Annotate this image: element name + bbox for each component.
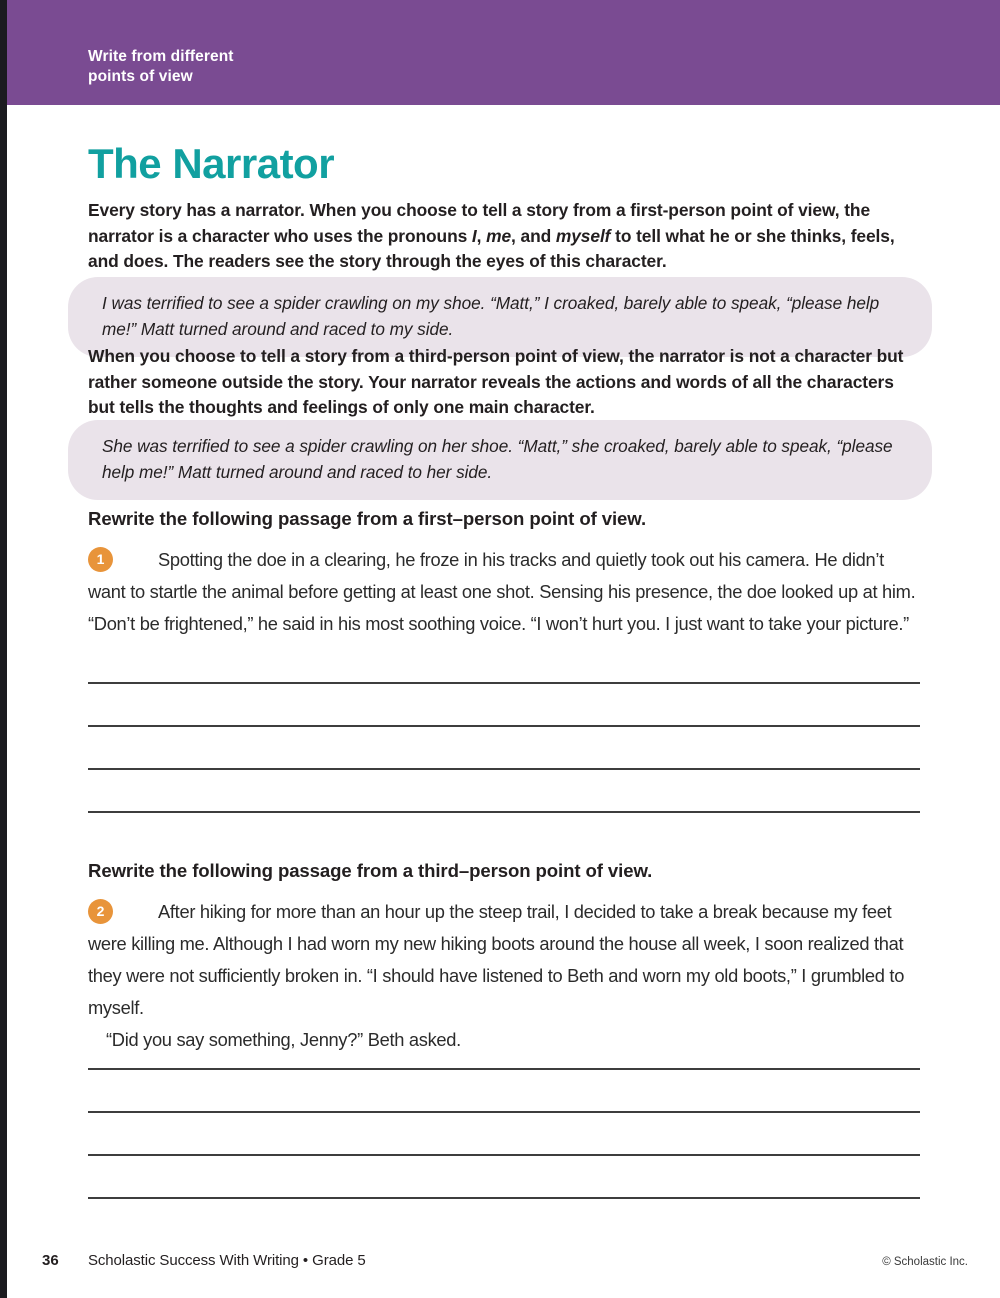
exercise-2-answer-lines[interactable] — [88, 1068, 920, 1199]
exercise-2-passage-text-2: “Did you say something, Jenny?” Beth asked. — [106, 1029, 461, 1050]
item-number-badge-2: 2 — [88, 899, 113, 924]
page-edge-strip — [0, 0, 7, 1298]
answer-line[interactable] — [88, 1197, 920, 1199]
banner-heading — [88, 47, 488, 87]
exercise-1-answer-lines[interactable] — [88, 682, 920, 813]
example-text-first-person: I was terrified to see a spider crawling on my shoe. “Matt,” I croaked, barely able to speak, “please help me!” Matt turned around and raced to my side. — [102, 293, 880, 339]
intro-p2-seg2: point of view, the narrator is not a character but rather someone outside the story. Your narrator reveals the actions and words of all the characters but tells the thoughts and feelings of only one main character. — [88, 346, 904, 417]
exercise-1-passage — [88, 544, 924, 640]
intro-p1-italic-me: me — [486, 225, 512, 246]
example-box-third-person — [68, 420, 932, 500]
answer-line[interactable] — [88, 725, 920, 727]
intro-p1-seg5: , and — [511, 225, 556, 246]
footer-book-title: Scholastic Success With Writing • Grade 5 — [88, 1252, 366, 1269]
intro-p1-bold-first-person: first-person — [630, 200, 726, 220]
exercise-2-passage — [88, 896, 924, 1024]
answer-line[interactable] — [88, 811, 920, 813]
answer-line[interactable] — [88, 1111, 920, 1113]
answer-line[interactable] — [88, 682, 920, 684]
intro-p2-bold-third-person: third-person — [408, 346, 510, 366]
footer-copyright: © Scholastic Inc. — [882, 1256, 968, 1268]
exercise-2-item — [88, 896, 924, 1056]
footer-page-number: 36 — [42, 1252, 59, 1269]
answer-line[interactable] — [88, 1068, 920, 1070]
intro-paragraph-1 — [88, 198, 920, 275]
banner-line-1: Write from different — [88, 48, 234, 65]
intro-p1-italic-i: I — [471, 225, 477, 246]
intro-p1-italic-myself: myself — [555, 225, 611, 246]
intro-p1-seg2: . When you choose to tell a story from a — [300, 200, 631, 220]
intro-p1-seg3: point of view, the narrator is a character who uses the pronouns — [88, 200, 871, 246]
exercise-2-passage-text: After hiking for more than an hour up the steep trail, I decided to take a break because my feet were killing me. Although I had worn my new hiking boots around the house all week, I soon realized that they were not sufficiently broken in. “I should have listened to Beth and worn my old boots,” I grumbled to myself. — [88, 901, 905, 1018]
intro-p1-seg4: , — [476, 225, 487, 246]
intro-p1-bold-narrator: narrator — [235, 200, 301, 220]
answer-line[interactable] — [88, 768, 920, 770]
exercise-1-item — [88, 544, 924, 640]
answer-line[interactable] — [88, 1154, 920, 1156]
intro-p1-seg1: Every story has a — [88, 200, 236, 220]
page-title: The Narrator — [88, 140, 335, 187]
exercise-1-heading: Rewrite the following passage from a first–person point of view. — [88, 508, 647, 529]
intro-p2-seg1: When you choose to tell a story from a — [88, 346, 409, 366]
exercise-2-passage-second — [88, 1024, 924, 1056]
example-text-third-person: She was terrified to see a spider crawling on her shoe. “Matt,” she croaked, barely able to speak, “please help me!” Matt turned around and raced to her side. — [102, 436, 893, 482]
item-number-badge-1: 1 — [88, 547, 113, 572]
intro-paragraph-2 — [88, 344, 920, 421]
exercise-2-heading: Rewrite the following passage from a third–person point of view. — [88, 860, 653, 881]
intro-p1-seg6: to tell what he or she thinks, feels, and does. The readers see the story through the eyes of this character. — [88, 225, 895, 271]
banner-line-2: points of view — [88, 68, 193, 85]
exercise-1-passage-text: Spotting the doe in a clearing, he froze in his tracks and quietly took out his camera. He didn’t want to startle the animal before getting at least one shot. Sensing his presence, the doe looked up at him. “Don’t be frightened,” he said in his most soothing voice. “I won’t hurt you. I just want to take your picture.” — [88, 549, 916, 634]
